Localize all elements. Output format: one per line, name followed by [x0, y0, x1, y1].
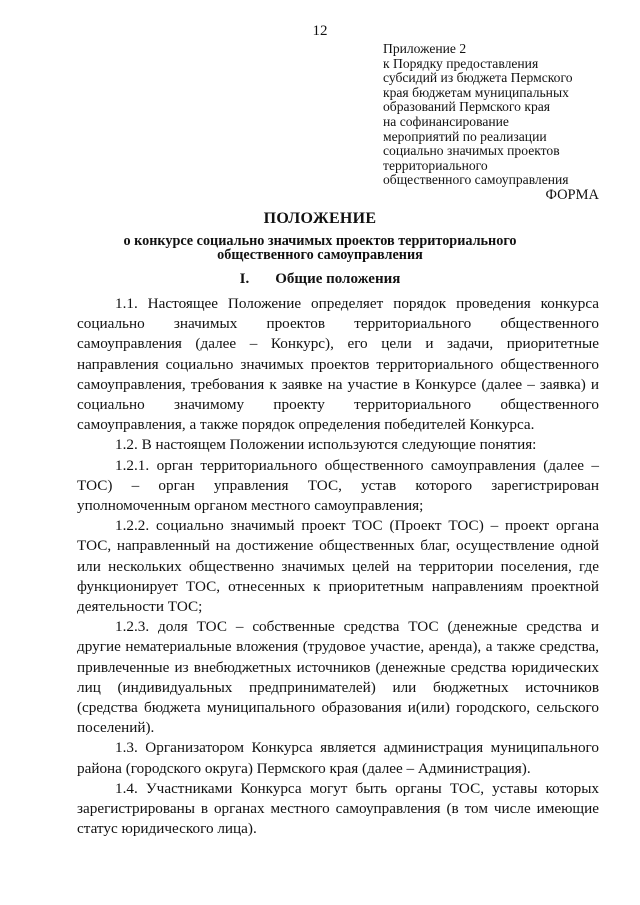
appendix-line: субсидий из бюджета Пермского: [383, 70, 573, 86]
subtitle-line: общественного самоуправления: [217, 247, 423, 263]
section-number: I.: [239, 271, 250, 287]
document-subtitle: [0, 234, 640, 262]
paragraph-1-1: 1.1. Настоящее Положение определяет порядок проведения конкурса социально значимых проектов территориального общественного самоуправления (далее – Конкурс), его цели и задачи, приоритетные направления социально значимых проектов территориального общественного самоуправления, требования к заявке на участие в Конкурсе (далее – заявка) и социально значимому проекту территориального общественного самоуправления, а также порядок определения победителей Конкурса.: [77, 295, 599, 434]
body-text: [77, 294, 599, 839]
paragraph-1-2-1: 1.2.1. орган территориального общественного самоуправления (далее – ТОС) – орган управления ТОС, устав которого зарегистрирован уполномоченным органом местного самоуправления;: [77, 456, 599, 515]
section-heading: [0, 271, 640, 288]
form-label: ФОРМА: [545, 187, 599, 203]
appendix-line: края бюджетам муниципальных: [383, 84, 569, 100]
appendix-line: общественного самоуправления: [383, 172, 569, 188]
paragraph-1-4: 1.4. Участниками Конкурса могут быть органы ТОС, уставы которых зарегистрированы в органах местного самоуправления (в том числе имеющие статус юридического лица).: [77, 779, 599, 838]
appendix-line: образований Пермского края: [383, 99, 551, 115]
appendix-line: социально значимых проектов: [383, 143, 560, 159]
appendix-line: Приложение 2: [383, 41, 467, 56]
appendix-line: к Порядку предоставления: [383, 55, 539, 71]
subtitle-line: о конкурсе социально значимых проектов территориального: [123, 233, 517, 249]
paragraph-1-2-3: 1.2.3. доля ТОС – собственные средства ТОС (денежные средства и другие нематериальные вложения (трудовое участие, аренда), а также средства, привлеченные из внебюджетных источников (денежные средства юридических лиц (индивидуальных предпринимателей) или бюджетных источников (средства бюджета муниципального образования и(или) городского, сельского поселений).: [77, 618, 599, 737]
section-title: Общие положения: [275, 271, 401, 287]
paragraph-1-2-2: 1.2.2. социально значимый проект ТОС (Проект ТОС) – проект органа ТОС, направленный на достижение общественных благ, осуществление одной или нескольких общественно значимых целей на территории поселения, где функционирует ТОС, отнесенных к приоритетным направлениям проектной деятельности ТОС;: [77, 517, 599, 616]
appendix-block: [383, 42, 623, 188]
paragraph-1-3: 1.3. Организатором Конкурса является администрация муниципального района (городского округа) Пермского края (далее – Администрация).: [77, 739, 599, 777]
document-title: ПОЛОЖЕНИЕ: [263, 210, 377, 227]
appendix-line: на софинансирование: [383, 113, 509, 129]
page-number: 12: [312, 23, 328, 39]
appendix-line: территориального: [383, 157, 488, 173]
appendix-line: мероприятий по реализации: [383, 128, 547, 144]
paragraph-1-2: 1.2. В настоящем Положении используются следующие понятия:: [115, 436, 537, 454]
